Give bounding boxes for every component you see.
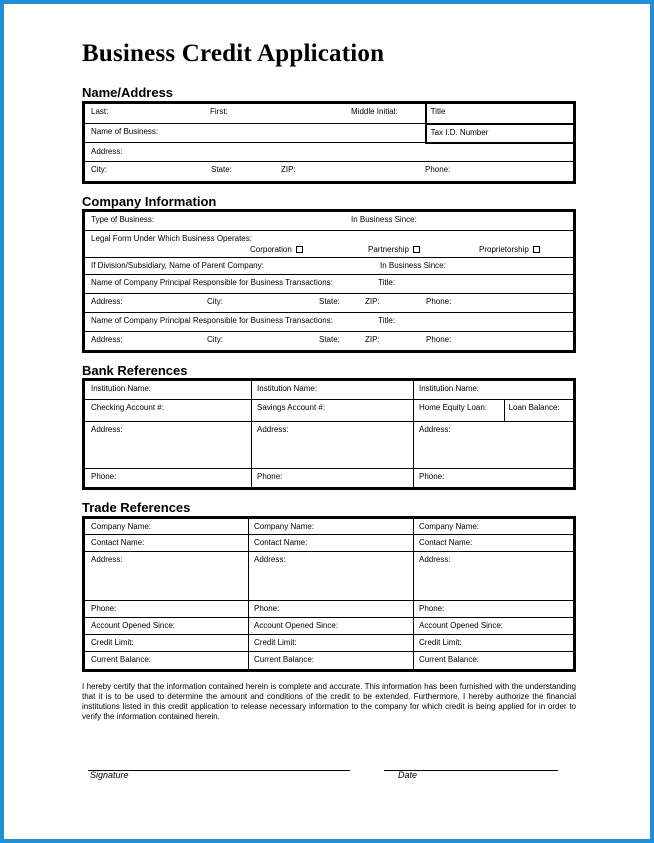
- city-state-zip-phone-row[interactable]: [84, 162, 575, 183]
- bank-2-address-label: Address:: [257, 425, 289, 434]
- proprietorship-option[interactable]: [479, 245, 540, 254]
- trade-2-phone-field[interactable]: [249, 601, 414, 618]
- trade-3-address-field[interactable]: [414, 552, 575, 601]
- trade-3-current-balance-label: Current Balance:: [419, 655, 480, 664]
- principal-1-title-label: Title:: [378, 278, 396, 287]
- middle-initial-label: Middle Initial:: [351, 107, 398, 116]
- city-label: City:: [91, 165, 107, 174]
- trade-2-contact-label: Contact Name:: [254, 538, 308, 547]
- trade-1-credit-limit-label: Credit Limit:: [91, 638, 134, 647]
- bank-1-phone-field[interactable]: [84, 469, 252, 489]
- home-equity-loan-field[interactable]: [414, 400, 505, 422]
- trade-3-account-opened-label: Account Opened Since:: [419, 621, 504, 630]
- tax-id-field[interactable]: [426, 124, 575, 143]
- trade-1-phone-field[interactable]: [84, 601, 249, 618]
- phone-2-label: Phone:: [426, 335, 452, 344]
- bank-references-table: [82, 378, 576, 490]
- trade-1-contact-field[interactable]: [84, 535, 249, 552]
- checking-account-field[interactable]: [84, 400, 252, 422]
- first-label: First:: [210, 107, 228, 116]
- name-address-table: [82, 101, 576, 184]
- principal-1-field[interactable]: [84, 275, 575, 294]
- partnership-option[interactable]: [368, 245, 420, 254]
- bank-2-address-field[interactable]: [252, 422, 414, 469]
- trade-1-contact-label: Contact Name:: [91, 538, 145, 547]
- bank-2-institution-label: Institution Name:: [257, 384, 318, 393]
- city-1-label: City:: [207, 297, 223, 306]
- bank-1-institution-label: Institution Name:: [91, 384, 152, 393]
- principal-2-label: Name of Company Principal Responsible for Business Transactions:: [91, 316, 333, 325]
- trade-1-address-field[interactable]: [84, 552, 249, 601]
- legal-form-field[interactable]: [84, 231, 575, 258]
- proprietorship-label: Proprietorship: [479, 245, 529, 254]
- address-2-label: Address:: [91, 335, 123, 344]
- partnership-checkbox[interactable]: [413, 246, 420, 253]
- address-label: Address:: [91, 146, 123, 156]
- principal-1-label: Name of Company Principal Responsible for Business Transactions:: [91, 278, 333, 287]
- last-label: Last:: [91, 107, 109, 116]
- type-of-business-field[interactable]: [84, 211, 575, 231]
- trade-1-current-balance-label: Current Balance:: [91, 655, 152, 664]
- trade-3-credit-limit-label: Credit Limit:: [419, 638, 462, 647]
- bank-1-institution-field[interactable]: [84, 380, 252, 400]
- zip-2-label: ZIP:: [365, 335, 380, 344]
- date-label: Date: [398, 770, 418, 780]
- bank-3-phone-field[interactable]: [414, 469, 575, 489]
- trade-3-account-opened-field[interactable]: [414, 618, 575, 635]
- trade-3-credit-limit-field[interactable]: [414, 635, 575, 652]
- signature-label: Signature: [90, 770, 129, 780]
- trade-2-credit-limit-field[interactable]: [249, 635, 414, 652]
- title-label: Title: [430, 107, 446, 116]
- name-of-business-field[interactable]: [84, 124, 426, 143]
- trade-2-credit-limit-label: Credit Limit:: [254, 638, 297, 647]
- section-heading-bank-references: Bank References: [82, 363, 188, 378]
- savings-account-label: Savings Account #:: [257, 403, 326, 412]
- bank-2-phone-field[interactable]: [252, 469, 414, 489]
- trade-1-current-balance-field[interactable]: [84, 652, 249, 671]
- home-equity-loan-label: Home Equity Loan:: [419, 403, 488, 412]
- bank-1-address-label: Address:: [91, 425, 123, 434]
- section-heading-trade-references: Trade References: [82, 500, 191, 515]
- bank-2-phone-label: Phone:: [257, 472, 283, 481]
- principal-2-title-label: Title:: [378, 316, 396, 325]
- legal-form-label: Legal Form Under Which Business Operates:: [91, 234, 252, 243]
- parent-company-field[interactable]: [84, 258, 575, 275]
- trade-3-phone-field[interactable]: [414, 601, 575, 618]
- state-2-label: State:: [319, 335, 340, 344]
- state-label: State:: [211, 165, 232, 174]
- principal-1-address-row[interactable]: [84, 294, 575, 313]
- certification-text: I hereby certify that the information contained herein is complete and accurate. This information has been furnished with the understanding that it is to be used to determine the amount and conditions of the credit to be extended. Furthermore, I hereby authorize the financial institutions listed in this credit application to release necessary information to the company for which credit is being applied for in order to verify the information contained herein.: [82, 682, 576, 721]
- if-division-label: If Division/Subsidiary, Name of Parent Company:: [91, 261, 264, 270]
- checking-account-label: Checking Account #:: [91, 403, 164, 412]
- address-1-label: Address:: [91, 297, 123, 306]
- loan-balance-field[interactable]: [504, 400, 574, 422]
- bank-3-address-label: Address:: [419, 425, 451, 434]
- phone-label: Phone:: [425, 165, 451, 174]
- partnership-label: Partnership: [368, 245, 409, 254]
- bank-1-phone-label: Phone:: [91, 472, 117, 481]
- name-of-business-label: Name of Business:: [91, 127, 159, 136]
- trade-1-company-label: Company Name:: [91, 522, 152, 531]
- bank-3-address-field[interactable]: [414, 422, 575, 469]
- bank-1-address-field[interactable]: [84, 422, 252, 469]
- title-field[interactable]: [426, 103, 575, 124]
- trade-1-credit-limit-field[interactable]: [84, 635, 249, 652]
- trade-2-company-label: Company Name:: [254, 522, 315, 531]
- principal-2-field[interactable]: [84, 313, 575, 332]
- trade-3-current-balance-field[interactable]: [414, 652, 575, 671]
- phone-1-label: Phone:: [426, 297, 452, 306]
- trade-1-account-opened-label: Account Opened Since:: [91, 621, 176, 630]
- trade-1-address-label: Address:: [91, 555, 123, 564]
- trade-1-account-opened-field[interactable]: [84, 618, 249, 635]
- trade-2-contact-field[interactable]: [249, 535, 414, 552]
- trade-2-company-field[interactable]: [249, 518, 414, 535]
- trade-2-current-balance-label: Current Balance:: [254, 655, 315, 664]
- corporation-option[interactable]: [250, 245, 303, 254]
- zip-1-label: ZIP:: [365, 297, 380, 306]
- principal-2-address-row[interactable]: [84, 332, 575, 352]
- city-2-label: City:: [207, 335, 223, 344]
- type-of-business-label: Type of Business:: [91, 215, 155, 224]
- company-information-table: [82, 209, 576, 353]
- section-heading-company-information: Company Information: [82, 194, 217, 209]
- in-business-since-label: In Business Since:: [351, 215, 417, 224]
- section-heading-name-address: Name/Address: [82, 85, 174, 100]
- bank-3-institution-label: Institution Name:: [419, 384, 480, 393]
- in-business-since-2-label: In Business Since:: [380, 261, 446, 270]
- trade-1-company-field[interactable]: [84, 518, 249, 535]
- state-1-label: State:: [319, 297, 340, 306]
- corporation-label: Corporation: [250, 245, 292, 254]
- savings-account-field[interactable]: [252, 400, 414, 422]
- page-title: Business Credit Application: [82, 40, 385, 67]
- trade-2-phone-label: Phone:: [254, 604, 280, 613]
- trade-2-account-opened-field[interactable]: [249, 618, 414, 635]
- address-field[interactable]: [84, 143, 575, 162]
- tax-id-label: Tax I.D. Number: [430, 127, 489, 137]
- trade-1-phone-label: Phone:: [91, 604, 117, 613]
- trade-3-contact-field[interactable]: [414, 535, 575, 552]
- proprietorship-checkbox[interactable]: [533, 246, 540, 253]
- bank-3-phone-label: Phone:: [419, 472, 445, 481]
- last-field[interactable]: [84, 103, 426, 124]
- trade-3-company-field[interactable]: [414, 518, 575, 535]
- trade-2-address-field[interactable]: [249, 552, 414, 601]
- loan-balance-label: Loan Balance:: [508, 403, 560, 412]
- trade-3-address-label: Address:: [419, 555, 451, 564]
- corporation-checkbox[interactable]: [296, 246, 303, 253]
- bank-3-institution-field[interactable]: [414, 380, 575, 400]
- trade-references-table: [82, 516, 576, 672]
- trade-2-address-label: Address:: [254, 555, 286, 564]
- trade-3-contact-label: Contact Name:: [419, 538, 473, 547]
- trade-2-account-opened-label: Account Opened Since:: [254, 621, 339, 630]
- bank-2-institution-field[interactable]: [252, 380, 414, 400]
- trade-3-phone-label: Phone:: [419, 604, 445, 613]
- zip-label: ZIP:: [281, 165, 296, 174]
- trade-3-company-label: Company Name:: [419, 522, 480, 531]
- trade-2-current-balance-field[interactable]: [249, 652, 414, 671]
